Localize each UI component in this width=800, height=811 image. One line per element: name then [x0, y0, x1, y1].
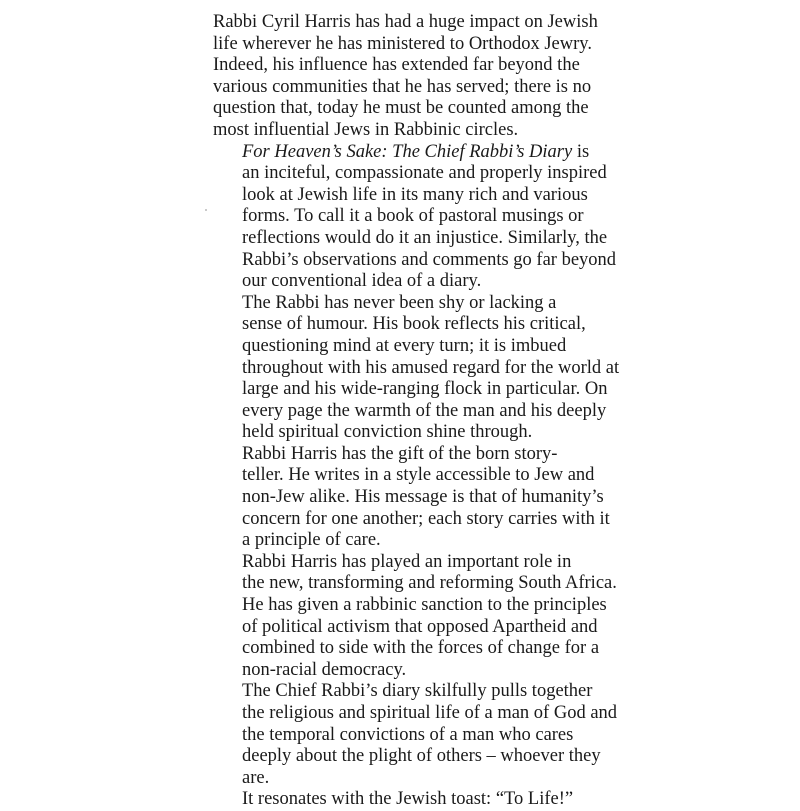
text-line: the temporal convictions of a man who cares	[242, 724, 574, 745]
text-line: look at Jewish life in its many rich and various	[242, 184, 588, 205]
paragraph-diary	[213, 681, 618, 789]
text-line: of political activism that opposed Apartheid and	[242, 616, 598, 637]
text-line: life wherever he has ministered to Orthodox Jewry.	[213, 33, 592, 54]
text-line: concern for one another; each story carries with it	[242, 508, 610, 529]
text-line: deeply about the plight of others – whoever they	[242, 746, 601, 767]
text-line: Rabbi’s observations and comments go far beyond	[242, 249, 617, 270]
title-line	[213, 142, 605, 164]
text-line: The Rabbi has never been shy or lacking a	[242, 292, 557, 313]
text-line: Rabbi Harris has played an important role in	[242, 551, 572, 572]
title-suffix: is	[572, 141, 590, 162]
text-line: He has given a rabbinic sanction to the principles	[242, 595, 607, 616]
text-line: reflections would do it an injustice. Similarly, the	[242, 227, 608, 248]
paragraph-book-title	[213, 141, 617, 293]
paragraph-toast	[213, 789, 605, 811]
text-line: It resonates with the Jewish toast: “To Life!”	[242, 789, 574, 810]
paragraph-south-africa	[213, 551, 617, 682]
book-title: For Heaven’s Sake: The Chief Rabbi’s Diary	[242, 141, 573, 162]
text-line: Indeed, his influence has extended far beyond the	[213, 55, 580, 76]
text-line: the new, transforming and reforming South Africa.	[242, 573, 617, 594]
text-line: our conventional idea of a diary.	[242, 271, 482, 292]
text-line: most influential Jews in Rabbinic circles.	[213, 119, 519, 140]
text-line: throughout with his amused regard for the world at	[242, 357, 620, 378]
text-line: various communities that he has served; there is no	[213, 76, 592, 97]
text-line: large and his wide-ranging flock in particular. On	[242, 379, 608, 400]
text-line: non-racial democracy.	[242, 659, 407, 680]
text-line: are.	[242, 767, 270, 788]
text-line: the religious and spiritual life of a man of God and	[242, 703, 618, 723]
scan-speck	[205, 209, 207, 211]
text-line: non-Jew alike. His message is that of humanity’s	[242, 487, 604, 508]
text-line: questioning mind at every turn; it is imbued	[242, 335, 567, 356]
paragraph-storyteller	[213, 443, 610, 552]
text-line: combined to side with the forces of change for a	[242, 638, 600, 659]
paragraph-humour	[213, 292, 620, 444]
text-column	[213, 12, 620, 811]
text-line: Rabbi Cyril Harris has had a huge impact on Jewish	[213, 12, 598, 32]
text-line: held spiritual conviction shine through.	[242, 422, 533, 443]
text-line: every page the warmth of the man and his deeply	[242, 400, 607, 421]
text-line: The Chief Rabbi’s diary skilfully pulls together	[242, 681, 593, 702]
text-line: teller. He writes in a style accessible to Jew and	[242, 465, 595, 486]
text-line: Rabbi Harris has the gift of the born story-	[242, 443, 558, 464]
text-line: sense of humour. His book reflects his critical,	[242, 314, 586, 335]
text-line: an inciteful, compassionate and properly inspired	[242, 163, 607, 184]
text-line: forms. To call it a book of pastoral musings or	[242, 206, 584, 227]
paragraph-intro	[213, 12, 605, 142]
text-line: a principle of care.	[242, 530, 381, 551]
text-line: question that, today he must be counted among the	[213, 98, 589, 119]
